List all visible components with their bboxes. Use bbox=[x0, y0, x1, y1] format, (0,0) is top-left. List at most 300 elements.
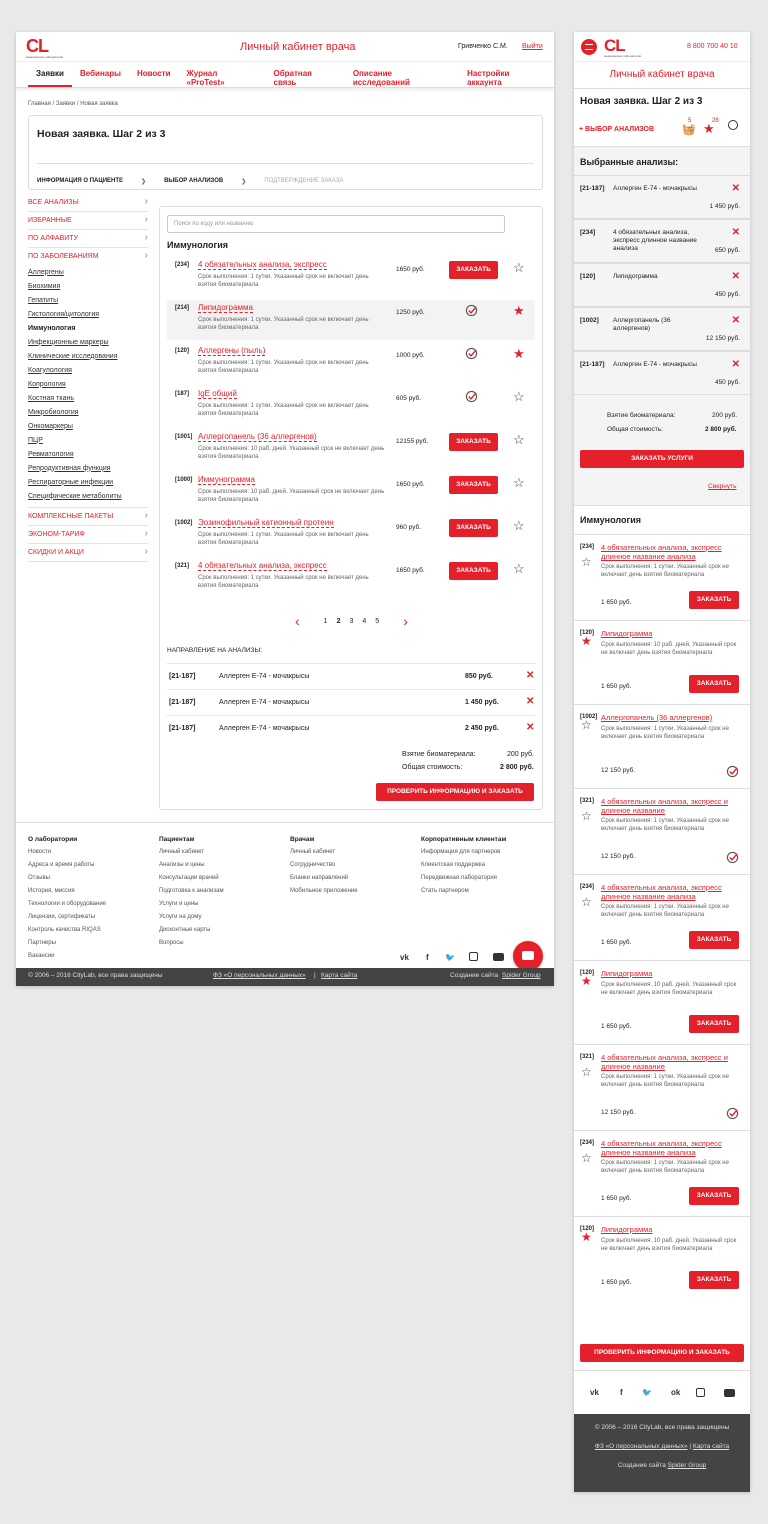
check-icon[interactable] bbox=[465, 347, 478, 360]
star-icon[interactable]: ★ bbox=[581, 974, 592, 988]
sidebar-sublist bbox=[28, 265, 148, 503]
test-description: Срок выполнения: 1 сутки. Указанный срок не включает день взятия биоматериала bbox=[198, 532, 369, 546]
collapse-link[interactable]: Свернуть bbox=[708, 483, 737, 490]
twitter-icon[interactable]: 🐦 bbox=[642, 1388, 652, 1397]
order-button[interactable]: ЗАКАЗАТЬ bbox=[449, 562, 498, 580]
sidebar-sub-item[interactable]: Микробиология bbox=[28, 408, 79, 416]
search-icon[interactable] bbox=[728, 120, 738, 130]
cabinet-title: Личный кабинет врача bbox=[240, 41, 356, 53]
check-icon[interactable] bbox=[465, 304, 478, 317]
selected-name: Аллерген Е-74 - мочакрысы bbox=[613, 361, 697, 368]
test-price: 1650 руб. bbox=[396, 481, 425, 488]
facebook-icon[interactable]: f bbox=[426, 953, 429, 962]
mobile-bio-label: Взятие биоматериала: bbox=[607, 412, 676, 419]
test-price: 960 руб. bbox=[396, 524, 422, 531]
star-icon[interactable]: ☆ bbox=[581, 555, 592, 569]
direction-row bbox=[167, 689, 535, 715]
selected-code: [21-187] bbox=[580, 185, 605, 192]
breadcrumb[interactable]: Главная / Заявки / Новая заявка bbox=[28, 101, 118, 107]
select-tests-button[interactable]: + ВЫБОР АНАЛИЗОВ bbox=[579, 126, 655, 133]
test-row bbox=[167, 515, 535, 555]
direction-name: Аллерген Е-74 - мочакрысы bbox=[219, 699, 310, 706]
direction-row bbox=[167, 663, 535, 689]
test-code: [120] bbox=[580, 630, 595, 636]
sidebar-sub-item[interactable]: Гистология/цитология bbox=[28, 310, 100, 318]
basket-icon[interactable]: 🧺 bbox=[682, 124, 696, 136]
test-code: [321] bbox=[175, 563, 190, 569]
sidebar-sub-item[interactable]: Иммунология bbox=[28, 324, 76, 332]
youtube-icon[interactable] bbox=[724, 1389, 735, 1397]
order-button[interactable]: ЗАКАЗАТЬ bbox=[449, 261, 498, 279]
test-code: [234] bbox=[175, 262, 190, 268]
sidebar-sub-item[interactable]: Репродуктивная функция bbox=[28, 464, 111, 472]
close-icon[interactable]: ✕ bbox=[731, 315, 740, 326]
test-code: [120] bbox=[580, 970, 595, 976]
footer-link[interactable]: История, миссия bbox=[28, 888, 75, 894]
footer-link[interactable]: Услуги на дому bbox=[159, 914, 202, 920]
test-price: 1 650 руб. bbox=[601, 939, 632, 946]
mobile-made-by-label: Создание сайта bbox=[617, 1462, 666, 1469]
test-name-link[interactable]: 4 обязательных анализа, экспресс и длинное название bbox=[601, 1053, 728, 1071]
close-icon[interactable]: ✕ bbox=[526, 696, 535, 707]
favorites-icon[interactable]: ★ bbox=[703, 121, 715, 136]
sidebar-sub-item[interactable]: Онкомаркеры bbox=[28, 422, 73, 430]
test-name-link[interactable]: Аллергопанель (36 аллергенов) bbox=[198, 432, 317, 441]
order-button[interactable]: ЗАКАЗАТЬ bbox=[689, 675, 739, 693]
instagram-icon[interactable] bbox=[469, 952, 478, 961]
selected-price: 450 руб. bbox=[714, 379, 740, 386]
test-price: 1 650 руб. bbox=[601, 599, 632, 606]
star-icon[interactable]: ☆ bbox=[513, 518, 525, 533]
mobile-logo[interactable]: CL медицинские лаборатории bbox=[604, 36, 642, 58]
test-description: Срок выполнения: 10 раб. дней. Указанный срок не включает день взятия биоматериала bbox=[198, 489, 385, 503]
page-4[interactable]: 4 bbox=[362, 617, 367, 625]
footer-column bbox=[421, 833, 506, 898]
order-button[interactable]: ЗАКАЗАТЬ bbox=[449, 519, 498, 537]
test-description: Срок выполнения: 1 сутки. Указанный срок не включает день взятия биоматериала bbox=[601, 726, 729, 740]
footer-link[interactable]: Вопросы bbox=[159, 940, 184, 946]
footer-link[interactable]: Новости bbox=[28, 849, 52, 855]
test-code: [321] bbox=[580, 1054, 595, 1060]
selected-code: [1002] bbox=[580, 317, 599, 324]
footer-link[interactable]: Личный кабинет bbox=[290, 849, 336, 855]
selected-price: 1 450 руб. bbox=[709, 203, 740, 210]
star-icon[interactable]: ★ bbox=[513, 303, 525, 318]
sidebar-sub-item[interactable]: Ревматология bbox=[28, 450, 74, 458]
test-row bbox=[167, 472, 535, 512]
test-description: Срок выполнения: 1 сутки. Указанный срок не включает день взятия биоматериала bbox=[601, 1074, 729, 1088]
order-button[interactable]: ЗАКАЗАТЬ bbox=[689, 1015, 739, 1033]
mobile-total-value: 2 800 руб. bbox=[705, 426, 737, 433]
order-button[interactable]: ЗАКАЗАТЬ bbox=[449, 476, 498, 494]
test-row bbox=[167, 386, 535, 426]
sidebar-sub-item[interactable]: Респираторные инфекции bbox=[28, 478, 114, 486]
sidebar-diseases[interactable]: ПО ЗАБОЛЕВАНИЯМ › bbox=[28, 248, 148, 265]
footer-link[interactable]: Информация для партнеров bbox=[421, 849, 501, 855]
test-price: 1250 руб. bbox=[396, 309, 425, 316]
mobile-submit-button[interactable]: ПРОВЕРИТЬ ИНФОРМАЦИЮ И ЗАКАЗАТЬ bbox=[580, 1344, 744, 1362]
test-code: [120] bbox=[175, 348, 190, 354]
direction-code: [21-187] bbox=[169, 699, 196, 706]
mobile-made-by-link[interactable]: Spider Group bbox=[667, 1462, 707, 1469]
footer-column bbox=[159, 833, 224, 950]
sidebar-sub-item[interactable]: Гепатиты bbox=[28, 296, 59, 304]
page-5[interactable]: 5 bbox=[375, 617, 380, 625]
selected-name: Липидограмма bbox=[613, 273, 658, 280]
test-description: Срок выполнения: 1 сутки. Указанный срок не включает день взятия биоматериала bbox=[601, 818, 729, 832]
page-2[interactable]: 2 bbox=[336, 617, 341, 625]
test-code: [321] bbox=[580, 798, 595, 804]
star-icon[interactable]: ☆ bbox=[513, 561, 525, 576]
test-card bbox=[574, 1044, 750, 1130]
footer-link[interactable]: Мобильное приложение bbox=[290, 888, 358, 894]
page-3[interactable]: 3 bbox=[349, 617, 354, 625]
star-icon[interactable]: ☆ bbox=[581, 895, 592, 909]
selected-price: 12 150 руб. bbox=[705, 335, 740, 342]
test-code: [234] bbox=[580, 1140, 595, 1146]
sidebar-sub-item[interactable]: ПЦР bbox=[28, 436, 43, 444]
footer-link[interactable]: Контроль качества RIQAS bbox=[28, 927, 101, 933]
step-patient[interactable]: ИНФОРМАЦИЯ О ПАЦИЕНТЕ bbox=[37, 178, 124, 184]
desktop-view bbox=[16, 32, 554, 986]
test-card bbox=[574, 788, 750, 874]
footer-link[interactable]: Вакансии bbox=[28, 953, 55, 959]
test-name-link[interactable]: 4 обязательных анализа, экспресс длинное название анализа bbox=[601, 883, 722, 901]
section-title: Иммунология bbox=[167, 240, 229, 250]
sidebar-sub-item[interactable]: Клинические исследования bbox=[28, 352, 118, 360]
prev-page-icon[interactable]: ‹ bbox=[295, 613, 300, 629]
nav-webinars[interactable]: Вебинары bbox=[79, 69, 121, 78]
star-icon[interactable]: ★ bbox=[581, 634, 592, 648]
selected-price: 450 руб. bbox=[714, 291, 740, 298]
basket-count: 5 bbox=[688, 118, 692, 124]
test-name-link[interactable]: Липидограмма bbox=[601, 1225, 653, 1234]
copyright-bar: © 2006 – 2016 CityLab, все права защищены ФЗ «О персональных данных» | Карта сайта Создание сайта Spider Group bbox=[16, 968, 554, 986]
desktop-header bbox=[16, 32, 554, 62]
selected-row bbox=[574, 263, 750, 307]
submit-button[interactable]: ПРОВЕРИТЬ ИНФОРМАЦИЮ И ЗАКАЗАТЬ bbox=[376, 783, 534, 801]
sidebar-sub-item[interactable]: Аллергены bbox=[28, 268, 64, 276]
selected-name: Аллерген Е-74 - мочакрысы bbox=[613, 185, 697, 192]
footer-link[interactable]: Услуги и цены bbox=[159, 901, 199, 907]
footer-link[interactable]: Отзывы bbox=[28, 875, 50, 881]
test-card bbox=[574, 534, 750, 620]
logout-link[interactable]: Выйти bbox=[522, 43, 543, 50]
logo[interactable]: CL медицинские лаборатории bbox=[26, 36, 64, 59]
test-name-link[interactable]: 4 обязательных анализа, экспресс длинное название анализа bbox=[601, 543, 722, 561]
nav-news[interactable]: Новости bbox=[136, 69, 171, 78]
selected-panel bbox=[574, 146, 750, 506]
direction-price: 1 450 руб. bbox=[465, 699, 499, 706]
test-price: 605 руб. bbox=[396, 395, 422, 402]
check-icon[interactable] bbox=[726, 851, 739, 864]
footer-column bbox=[290, 833, 358, 898]
star-icon[interactable]: ☆ bbox=[513, 389, 525, 404]
sidebar-sub-item[interactable]: Копрология bbox=[28, 380, 66, 388]
search-input[interactable]: Поиск по коду или названию bbox=[167, 215, 505, 233]
next-page-icon[interactable]: › bbox=[403, 613, 408, 629]
step-tests[interactable]: ВЫБОР АНАЛИЗОВ bbox=[164, 178, 224, 184]
pagination bbox=[280, 613, 423, 629]
selected-row bbox=[574, 219, 750, 263]
copyright: © 2006 – 2016 CityLab, все права защищены bbox=[28, 972, 163, 979]
test-description: Срок выполнения: 1 сутки. Указанный срок не включает день взятия биоматериала bbox=[601, 1160, 729, 1174]
mobile-copyright-bar: © 2006 – 2016 CityLab, все права защищены ФЗ «О персональных данных» | Карта сайта Создание сайта Spider Group bbox=[574, 1414, 750, 1492]
direction-name: Аллерген Е-74 - мочакрысы bbox=[219, 725, 310, 732]
test-price: 12155 руб. bbox=[396, 438, 429, 445]
footer-link[interactable]: Технологии и оборудование bbox=[28, 901, 107, 907]
order-button[interactable]: ЗАКАЗАТЬ bbox=[689, 1187, 739, 1205]
test-price: 1 650 руб. bbox=[601, 1279, 632, 1286]
mobile-copyright: © 2006 – 2016 CityLab, все права защищены bbox=[594, 1424, 730, 1431]
star-icon[interactable]: ☆ bbox=[513, 260, 525, 275]
sidebar-sub-item[interactable]: Коагулология bbox=[28, 366, 72, 374]
order-button[interactable]: ЗАКАЗАТЬ bbox=[449, 433, 498, 451]
test-description: Срок выполнения: 1 сутки. Указанный срок не включает день взятия биоматериала bbox=[198, 274, 369, 288]
selected-name: Аллергопанель (36 аллергенов) bbox=[613, 317, 671, 332]
star-icon[interactable]: ☆ bbox=[581, 1065, 592, 1079]
sidebar-sub-item[interactable]: Специфические метаболиты bbox=[28, 492, 122, 500]
test-description: Срок выполнения: 1 сутки. Указанный срок не включает день взятия биоматериала bbox=[601, 564, 729, 578]
test-description: Срок выполнения: 10 раб. дней. Указанный срок не включает день взятия биоматериала bbox=[601, 982, 737, 996]
test-row bbox=[167, 257, 535, 297]
total-value: 2 800 руб. bbox=[500, 764, 534, 771]
footer-link[interactable]: Бланки направлений bbox=[290, 875, 349, 881]
sidebar-sub-item[interactable]: Костная ткань bbox=[28, 394, 74, 402]
test-price: 1 650 руб. bbox=[601, 683, 632, 690]
close-icon[interactable]: ✕ bbox=[526, 670, 535, 681]
direction-price: 2 450 руб. bbox=[465, 725, 499, 732]
selected-code: [234] bbox=[580, 229, 596, 236]
test-name-link[interactable]: Аллергены (пыль) bbox=[198, 346, 266, 355]
stepper: ИНФОРМАЦИЯ О ПАЦИЕНТЕ ❯ ВЫБОР АНАЛИЗОВ ❯ ПОДТВЕРЖДЕНИЕ ЗАКАЗА bbox=[37, 163, 534, 185]
test-row bbox=[167, 558, 535, 598]
footer-column-title: Пациентам bbox=[159, 836, 195, 843]
order-button[interactable]: ЗАКАЗАТЬ bbox=[689, 591, 739, 609]
test-name-link[interactable]: 4 обязательных анализа, экспресс bbox=[198, 260, 327, 269]
sidebar-alphabet[interactable]: ПО АЛФАВИТУ › bbox=[28, 230, 148, 248]
selected-row bbox=[574, 307, 750, 351]
pd-link[interactable]: ФЗ «О персональных данных» bbox=[213, 972, 306, 979]
test-name-link[interactable]: IgE общий bbox=[198, 389, 237, 398]
page-title: Новая заявка. Шаг 2 из 3 bbox=[37, 128, 166, 140]
order-button[interactable]: ЗАКАЗАТЬ bbox=[689, 931, 739, 949]
mobile-view bbox=[574, 32, 750, 1492]
direction-title: НАПРАВЛЕНИЕ НА АНАЛИЗЫ: bbox=[167, 647, 263, 654]
check-icon[interactable] bbox=[726, 765, 739, 778]
test-description: Срок выполнения: 10 раб. дней. Указанный срок не включает день взятия биоматериала bbox=[601, 1238, 737, 1252]
selected-name: 4 обязательных анализа, экспресс длинное название анализа bbox=[613, 229, 697, 252]
user-name[interactable]: Гривченко С.М. bbox=[458, 43, 508, 50]
order-services-button[interactable]: ЗАКАЗАТЬ УСЛУГИ bbox=[580, 450, 744, 468]
footer-link[interactable]: Консультации врачей bbox=[159, 875, 219, 881]
order-button[interactable]: ЗАКАЗАТЬ bbox=[689, 1271, 739, 1289]
mobile-total-label: Общая стоимость: bbox=[607, 426, 663, 433]
sitemap-link[interactable]: Карта сайта bbox=[321, 972, 358, 979]
selected-code: [120] bbox=[580, 273, 596, 280]
nav-descriptions[interactable]: Описание исследований bbox=[352, 69, 410, 87]
mobile-cabinet-title: Личный кабинет врача bbox=[609, 69, 715, 80]
selected-row bbox=[574, 175, 750, 219]
sidebar-favorites[interactable]: ИЗБРАННЫЕ › bbox=[28, 212, 148, 230]
vk-icon[interactable]: vk bbox=[590, 1388, 599, 1397]
mobile-pd-link[interactable]: ФЗ «О персональных данных» bbox=[594, 1443, 688, 1450]
chat-icon[interactable] bbox=[513, 941, 543, 971]
star-icon[interactable]: ★ bbox=[581, 1230, 592, 1244]
star-icon[interactable]: ☆ bbox=[581, 1151, 592, 1165]
direction-code: [21-187] bbox=[169, 725, 196, 732]
footer-link[interactable]: Партнеры bbox=[28, 940, 56, 946]
test-card bbox=[574, 960, 750, 1044]
footer-link[interactable]: Передвижная лаборатория bbox=[421, 875, 497, 881]
main-nav bbox=[16, 62, 554, 88]
test-code: [234] bbox=[580, 544, 595, 550]
test-description: Срок выполнения: 1 сутки. Указанный срок не включает день взятия биоматериала bbox=[601, 904, 729, 918]
check-icon[interactable] bbox=[465, 390, 478, 403]
test-code: [234] bbox=[580, 884, 595, 890]
footer-column-title: Корпоративным клиентам bbox=[421, 836, 507, 843]
instagram-icon[interactable] bbox=[696, 1388, 705, 1397]
footer-column bbox=[28, 833, 106, 963]
facebook-icon[interactable]: f bbox=[620, 1388, 623, 1397]
test-price: 12 150 руб. bbox=[601, 1109, 636, 1116]
nav-journal[interactable]: Журнал «ProTest» bbox=[186, 69, 225, 87]
test-row bbox=[167, 429, 535, 469]
favorites-count: 28 bbox=[712, 118, 719, 124]
footer-column-title: О лаборатории bbox=[28, 836, 78, 843]
star-icon[interactable]: ★ bbox=[513, 346, 525, 361]
menu-icon[interactable] bbox=[581, 39, 597, 55]
close-icon[interactable]: ✕ bbox=[731, 271, 740, 282]
test-code: [1002] bbox=[175, 520, 193, 526]
test-name-link[interactable]: Липидограмма bbox=[601, 629, 653, 638]
test-name-link[interactable]: Липидограмма bbox=[198, 303, 253, 312]
test-name-link[interactable]: Липидограмма bbox=[601, 969, 653, 978]
test-code: [1000] bbox=[175, 477, 193, 483]
step-confirm: ПОДТВЕРЖДЕНИЕ ЗАКАЗА bbox=[264, 178, 344, 184]
star-icon[interactable]: ☆ bbox=[513, 475, 525, 490]
footer-link[interactable]: Стать партнером bbox=[421, 888, 469, 894]
total-label: Общая стоимость: bbox=[402, 764, 463, 771]
footer-link[interactable]: Личный кабинет bbox=[159, 849, 205, 855]
test-card bbox=[574, 1130, 750, 1216]
test-code: [1001] bbox=[175, 434, 193, 440]
vk-icon[interactable]: vk bbox=[400, 953, 409, 962]
test-description: Срок выполнения: 1 сутки. Указанный срок не включает день взятия биоматериала bbox=[198, 360, 369, 374]
test-description: Срок выполнения: 1 сутки. Указанный срок не включает день взятия биоматериала bbox=[198, 317, 369, 331]
test-name-link[interactable]: Аллергопанель (36 аллергенов) bbox=[601, 713, 713, 722]
nav-requests[interactable]: Заявки bbox=[28, 62, 72, 87]
made-by-label: Создание сайта bbox=[450, 972, 499, 979]
mobile-sitemap-link[interactable]: Карта сайта bbox=[692, 1443, 730, 1450]
step-box bbox=[28, 115, 543, 190]
mobile-section-title: Иммунология bbox=[580, 515, 642, 525]
youtube-icon[interactable] bbox=[493, 953, 504, 961]
sidebar-all[interactable]: ВСЕ АНАЛИЗЫ › bbox=[28, 194, 148, 212]
direction-price: 850 руб. bbox=[465, 673, 493, 680]
test-price: 12 150 руб. bbox=[601, 767, 636, 774]
test-name-link[interactable]: 4 обязательных анализа, экспресс длинное название анализа bbox=[601, 1139, 722, 1157]
footer-link[interactable]: Анализы и цены bbox=[159, 862, 205, 868]
star-icon[interactable]: ☆ bbox=[581, 718, 592, 732]
footer-link[interactable]: Сотрудничество bbox=[290, 862, 336, 868]
test-description: Срок выполнения: 1 сутки. Указанный срок не включает день взятия биоматериала bbox=[198, 403, 369, 417]
test-name-link[interactable]: 4 обязательных анализа, экспресс и длинное название bbox=[601, 797, 728, 815]
check-icon[interactable] bbox=[726, 1107, 739, 1120]
direction-name: Аллерген Е-74 - мочакрысы bbox=[219, 673, 310, 680]
test-price: 1 650 руб. bbox=[601, 1023, 632, 1030]
close-icon[interactable]: ✕ bbox=[526, 722, 535, 733]
test-card bbox=[574, 874, 750, 960]
test-name-link[interactable]: Эозинофильный катионный протеин bbox=[198, 518, 334, 527]
bio-label: Взятие биоматериала: bbox=[402, 751, 476, 758]
test-description: Срок выполнения: 1 сутки. Указанный срок не включает день взятия биоматериала bbox=[198, 575, 369, 589]
odnoklassniki-icon[interactable]: ok bbox=[671, 1388, 681, 1397]
footer bbox=[16, 822, 554, 972]
direction-row bbox=[167, 715, 535, 741]
made-by-link[interactable]: Spider Group bbox=[502, 972, 541, 979]
selected-code: [21-187] bbox=[580, 361, 605, 368]
test-price: 1 650 руб. bbox=[601, 1195, 632, 1202]
sidebar-econom[interactable]: ЭКОНОМ-ТАРИФ › bbox=[28, 526, 148, 544]
test-name-link[interactable]: Иммунограмма bbox=[198, 475, 255, 484]
test-price: 12 150 руб. bbox=[601, 853, 636, 860]
selected-price: 650 руб. bbox=[714, 247, 740, 254]
test-description: Срок выполнения: 10 раб. дней. Указанный срок не включает день взятия биоматериала bbox=[198, 446, 385, 460]
bio-value: 200 руб. bbox=[507, 751, 534, 758]
mobile-bio-value: 200 руб. bbox=[712, 412, 738, 419]
star-icon[interactable]: ☆ bbox=[513, 432, 525, 447]
test-price: 1000 руб. bbox=[396, 352, 425, 359]
close-icon[interactable]: ✕ bbox=[731, 183, 740, 194]
nav-feedback[interactable]: Обратная связь bbox=[273, 69, 312, 87]
test-card bbox=[574, 620, 750, 704]
footer-link[interactable]: Подготовка к анализам bbox=[159, 888, 224, 894]
sidebar bbox=[28, 194, 148, 562]
mobile-header bbox=[574, 32, 750, 62]
twitter-icon[interactable]: 🐦 bbox=[445, 953, 455, 962]
close-icon[interactable]: ✕ bbox=[731, 227, 740, 238]
test-price: 1650 руб. bbox=[396, 567, 425, 574]
star-icon[interactable]: ☆ bbox=[581, 809, 592, 823]
mobile-page-title: Новая заявка. Шаг 2 из 3 bbox=[580, 96, 703, 107]
test-code: [1002] bbox=[580, 714, 598, 720]
sidebar-sub-item[interactable]: Биохимия bbox=[28, 282, 61, 290]
test-description: Срок выполнения: 10 раб. дней. Указанный срок не включает день взятия биоматериала bbox=[601, 642, 737, 656]
sidebar-packages[interactable]: КОМПЛЕКСНЫЕ ПАКЕТЫ › bbox=[28, 507, 148, 526]
nav-settings[interactable]: Настройки аккаунта bbox=[467, 69, 510, 87]
footer-link[interactable]: Клиентская поддержка bbox=[421, 862, 485, 868]
selected-title: Выбранные анализы: bbox=[580, 157, 679, 167]
close-icon[interactable]: ✕ bbox=[731, 359, 740, 370]
test-card bbox=[574, 1216, 750, 1300]
page-1[interactable]: 1 bbox=[323, 617, 328, 625]
sidebar-discounts[interactable]: СКИДКИ И АКЦИ › bbox=[28, 544, 148, 562]
footer-link[interactable]: Дисконтные карты bbox=[159, 927, 211, 933]
phone[interactable]: 8 800 700 40 10 bbox=[687, 43, 738, 50]
tests-panel bbox=[159, 206, 543, 810]
sidebar-sub-item[interactable]: Инфекционные маркеры bbox=[28, 338, 109, 346]
test-row bbox=[167, 343, 535, 383]
footer-link[interactable]: Адреса и время работы bbox=[28, 862, 95, 868]
test-name-link[interactable]: 4 обязательных анализа, экспресс bbox=[198, 561, 327, 570]
direction-code: [21-187] bbox=[169, 673, 196, 680]
test-code: [214] bbox=[175, 305, 190, 311]
selected-row bbox=[574, 351, 750, 395]
test-code: [120] bbox=[580, 1226, 595, 1232]
footer-link[interactable]: Лицензии, сертификаты bbox=[28, 914, 96, 920]
test-row bbox=[167, 300, 535, 340]
